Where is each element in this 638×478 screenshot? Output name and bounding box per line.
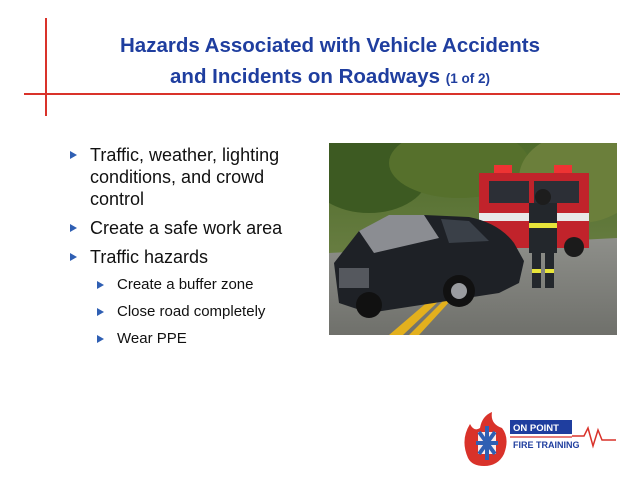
bullet-text: Create a safe work area — [90, 218, 283, 238]
bullet-triangle-icon — [70, 224, 77, 232]
bullet-text: Create a buffer zone — [117, 276, 254, 293]
bullet-list — [70, 144, 320, 356]
slide-title — [60, 30, 600, 94]
bullet-text: Close road completely — [117, 303, 266, 320]
bullet-triangle-icon — [97, 308, 104, 316]
bullet-triangle-icon — [97, 281, 104, 289]
accident-scene-photo — [329, 143, 617, 335]
bullet-item — [70, 144, 320, 210]
title-line-1: Hazards Associated with Vehicle Accidents — [119, 34, 541, 57]
sub-bullet-item — [97, 329, 320, 349]
sub-bullet-item — [97, 302, 320, 322]
logo-line-1: ON POINT — [513, 423, 559, 434]
title-part-indicator: (1 of 2) — [445, 71, 490, 86]
title-line-2-text: and Incidents on Roadways — [170, 65, 440, 88]
bullet-item — [70, 217, 320, 239]
bullet-triangle-icon — [70, 151, 77, 159]
bullet-text: Traffic hazards — [90, 247, 209, 267]
bullet-text: Wear PPE — [117, 330, 187, 347]
sub-bullet-item — [97, 275, 320, 295]
bullet-text: Traffic, weather, lighting conditions, and crowd control — [90, 145, 280, 209]
bullet-triangle-icon — [97, 335, 104, 343]
bullet-item — [70, 246, 320, 268]
on-point-fire-training-logo — [458, 410, 618, 468]
bullet-triangle-icon — [70, 253, 77, 261]
accent-vertical-line — [45, 18, 47, 116]
logo-line-2: FIRE TRAINING — [513, 440, 580, 450]
title-line-2 — [60, 61, 600, 94]
